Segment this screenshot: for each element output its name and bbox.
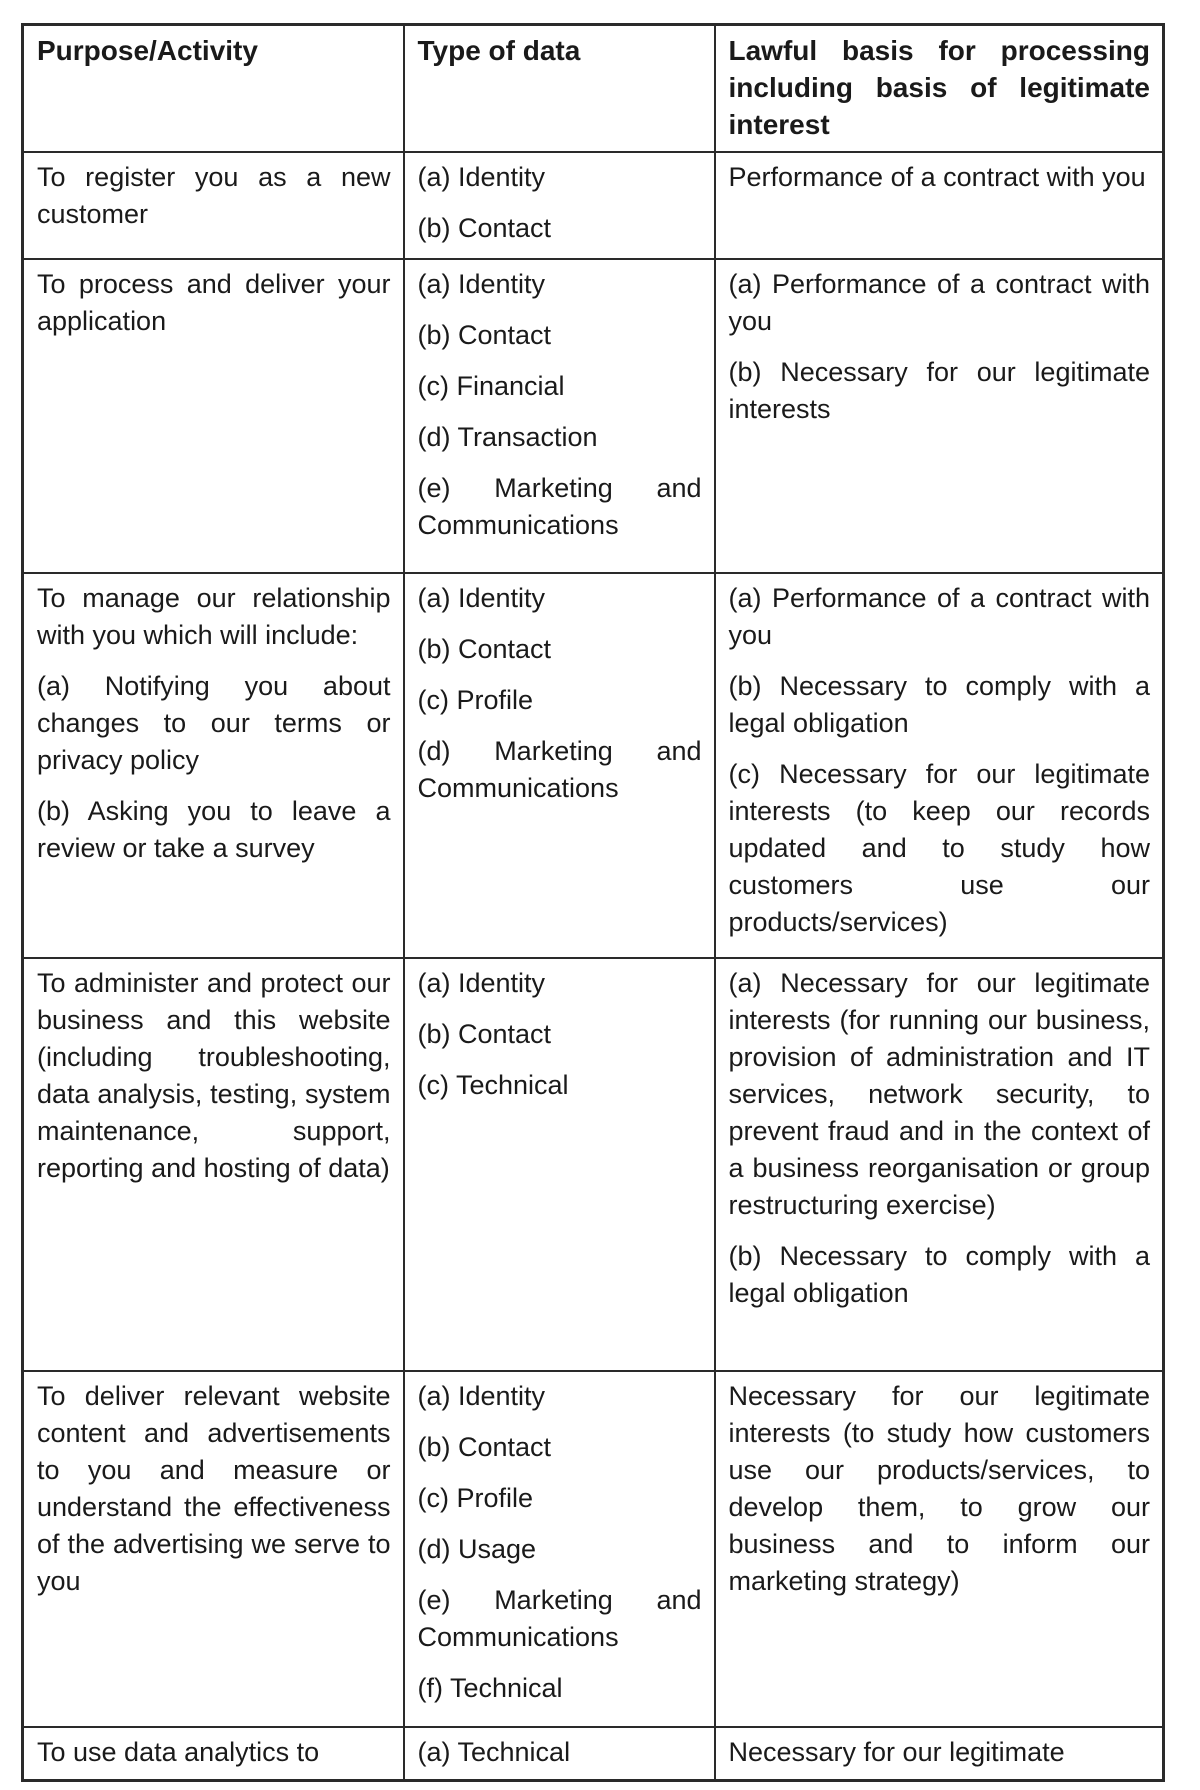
cell-data-types [404,573,715,958]
paragraph: (a) Necessary for our legitimate interests (for running our business, provision of administration and IT services, network security, to prevent fraud and in the context of a business reorganisation or group restructuring exercise) [728,968,1150,1220]
paragraph: (c) Profile [417,685,534,715]
cell-lawful-basis [715,1727,1164,1781]
paragraph: (d) Marketing and Communications [417,736,702,803]
table-row-process-deliver-application [23,259,1164,573]
cell-data-types [404,1371,715,1727]
paragraph: Performance of a contract with you [728,162,1146,192]
paragraph: (a) Identity [417,269,546,299]
privacy-lawful-basis-table [21,23,1165,1782]
paragraph: (b) Necessary to comply with a legal obligation [728,1241,1150,1308]
cell-purpose [23,152,404,259]
cell-data-types [404,259,715,573]
cell-lawful-basis [715,259,1164,573]
paragraph: Necessary for our legitimate [728,1737,1065,1767]
table-row-data-analytics-truncated [23,1727,1164,1781]
paragraph: (c) Profile [417,1483,534,1513]
paragraph: (b) Contact [417,1432,552,1462]
paragraph: (b) Contact [417,634,552,664]
paragraph: (d) Usage [417,1534,537,1564]
table-row-administer-protect-business [23,958,1164,1371]
paragraph: (c) Necessary for our legitimate interests (to keep our records updated and to study how customers use our products/services) [728,759,1150,937]
cell-purpose [23,1727,404,1781]
paragraph: (e) Marketing and Communications [417,1585,702,1652]
paragraph: (a) Identity [417,1381,546,1411]
paragraph: (a) Identity [417,968,546,998]
paragraph: (a) Technical [417,1737,571,1767]
paragraph: (c) Technical [417,1070,569,1100]
cell-lawful-basis [715,1371,1164,1727]
paragraph: (a) Notifying you about changes to our terms or privacy policy [37,671,391,775]
paragraph: (a) Performance of a contract with you [728,583,1150,650]
paragraph: To manage our relationship with you which will include: [37,583,391,650]
paragraph: (b) Contact [417,320,552,350]
cell-purpose [23,958,404,1371]
paragraph: (a) Performance of a contract with you [728,269,1150,336]
paragraph: To register you as a new customer [37,162,391,229]
cell-lawful-basis [715,573,1164,958]
cell-data-types [404,1727,715,1781]
table-row-manage-relationship [23,573,1164,958]
cell-lawful-basis [715,958,1164,1371]
paragraph: (a) Identity [417,583,546,613]
column-header-type-of-data: Type of data [404,25,715,153]
paragraph: (b) Necessary for our legitimate interests [728,357,1150,424]
paragraph: (e) Marketing and Communications [417,473,702,540]
paragraph: (c) Financial [417,371,565,401]
cell-lawful-basis [715,152,1164,259]
cell-purpose [23,1371,404,1727]
paragraph: (b) Contact [417,213,552,243]
cell-purpose [23,259,404,573]
cell-data-types [404,152,715,259]
table-row-register-customer [23,152,1164,259]
cell-data-types [404,958,715,1371]
cell-purpose [23,573,404,958]
column-header-lawful-basis: Lawful basis for processing including basis of legitimate interest [715,25,1164,153]
paragraph: To use data analytics to [37,1737,320,1767]
paragraph: (f) Technical [417,1673,563,1703]
paragraph: To process and deliver your application [37,269,391,336]
paragraph: (a) Identity [417,162,546,192]
paragraph: To deliver relevant website content and advertisements to you and measure or understand the effectiveness of the advertising we serve to you [37,1381,391,1596]
paragraph: Necessary for our legitimate interests (to study how customers use our products/services, to develop them, to grow our business and to inform our marketing strategy) [728,1381,1150,1596]
table-row-deliver-website-content [23,1371,1164,1727]
paragraph: (d) Transaction [417,422,598,452]
paragraph: (b) Contact [417,1019,552,1049]
column-header-purpose-activity: Purpose/Activity [23,25,404,153]
paragraph: (b) Necessary to comply with a legal obligation [728,671,1150,738]
paragraph: (b) Asking you to leave a review or take a survey [37,796,391,863]
header-row [23,25,1164,153]
paragraph: To administer and protect our business and this website (including troubleshooting, data analysis, testing, system maintenance, support, reporting and hosting of data) [37,968,391,1183]
